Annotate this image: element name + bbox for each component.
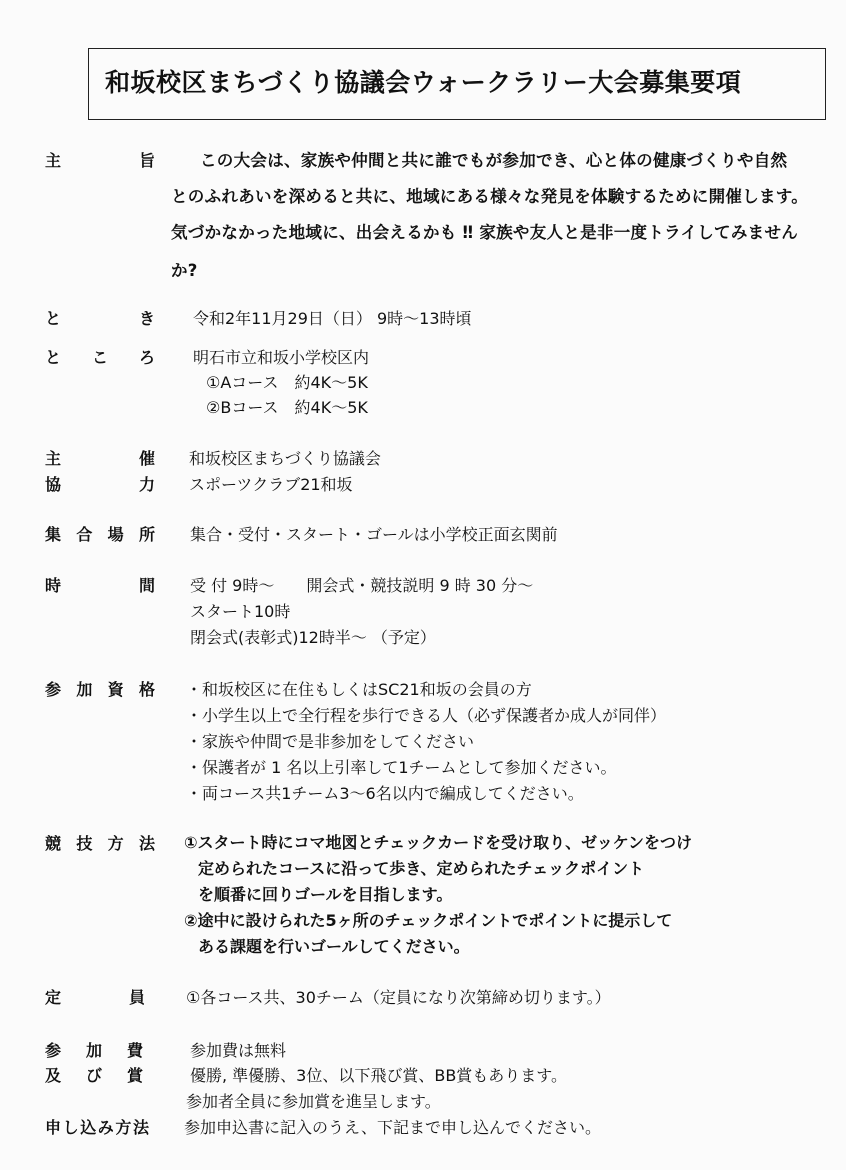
purpose-line-4: か? — [171, 261, 198, 280]
label-prizes: 及 び 賞 — [45, 1066, 143, 1085]
organizer-value: 和坂校区まちづくり協議会 — [189, 449, 381, 468]
time-line-2: スタート10時 — [190, 602, 291, 621]
meeting-value: 集合・受付・スタート・ゴールは小学校正面玄関前 — [190, 525, 558, 544]
eligibility-line-1: ・和坂校区に在住もしくはSC21和坂の会員の方 — [186, 680, 532, 699]
label-meeting: 集 合 場 所 — [45, 525, 155, 544]
apply-value: 参加申込書に記入のうえ、下記まで申し込んでください。 — [184, 1118, 601, 1137]
method-line-4: ②途中に設けられた5ヶ所のチェックポイントでポイントに提示して — [184, 911, 673, 930]
label-time: 時 間 — [45, 576, 155, 595]
label-capacity: 定 員 — [45, 988, 145, 1007]
time-line-3: 閉会式(表彰式)12時半～ （予定） — [190, 628, 436, 647]
eligibility-line-3: ・家族や仲間で是非参加をしてください — [186, 732, 475, 751]
label-date: と き — [45, 309, 155, 328]
place-line-1: 明石市立和坂小学校区内 — [193, 348, 370, 367]
method-line-3: を順番に回りゴールを目指します。 — [198, 885, 453, 904]
purpose-line-2: とのふれあいを深めると共に、地域にある様々な発見を体験するために開催します。 — [171, 187, 809, 206]
label-method: 競 技 方 法 — [45, 834, 155, 853]
method-line-1: ①スタート時にコマ地図とチェックカードを受け取り、ゼッケンをつけ — [184, 833, 692, 852]
eligibility-line-4: ・保護者が 1 名以上引率して1チームとして参加ください。 — [186, 758, 617, 777]
label-eligibility: 参 加 資 格 — [45, 680, 155, 699]
label-place: と こ ろ — [45, 348, 155, 367]
page-title: 和坂校区まちづくり協議会ウォークラリー大会募集要項 — [105, 68, 742, 97]
cooperation-value: スポーツクラブ21和坂 — [189, 475, 353, 494]
prizes-line-1: 優勝, 準優勝、3位、以下飛び賞、BB賞もあります。 — [190, 1066, 568, 1085]
title-box — [88, 48, 826, 120]
place-course-b: ②Bコース 約4K～5K — [206, 398, 368, 417]
purpose-line-1: この大会は、家族や仲間と共に誰でもが参加でき、心と体の健康づくりや自然 — [200, 151, 788, 170]
label-apply: 申 し 込 み 方 法 — [45, 1118, 149, 1137]
time-line-1: 受 付 9時～ 開会式・競技説明 9 時 30 分～ — [190, 576, 534, 595]
prizes-line-2: 参加者全員に参加賞を進呈します。 — [186, 1092, 441, 1111]
eligibility-line-5: ・両コース共1チーム3～6名以内で編成してください。 — [186, 784, 584, 803]
method-line-2: 定められたコースに沿って歩き、定められたチェックポイント — [198, 859, 645, 878]
label-fee: 参 加 費 — [45, 1041, 143, 1060]
capacity-value: ①各コース共、30チーム（定員になり次第締め切ります。） — [186, 988, 611, 1007]
label-cooperation: 協 力 — [45, 475, 155, 494]
place-course-a: ①Aコース 約4K～5K — [206, 373, 368, 392]
label-purpose: 主 旨 — [45, 151, 155, 170]
fee-value: 参加費は無料 — [190, 1041, 287, 1060]
date-value: 令和2年11月29日（日） 9時～13時頃 — [193, 309, 472, 328]
purpose-line-3: 気づかなかった地域に、出会えるかも ‼ 家族や友人と是非一度トライしてみません — [171, 223, 799, 242]
method-line-5: ある課題を行いゴールしてください。 — [198, 937, 470, 956]
label-organizer: 主 催 — [45, 449, 155, 468]
eligibility-line-2: ・小学生以上で全行程を歩行できる人（必ず保護者か成人が同伴） — [186, 706, 667, 725]
